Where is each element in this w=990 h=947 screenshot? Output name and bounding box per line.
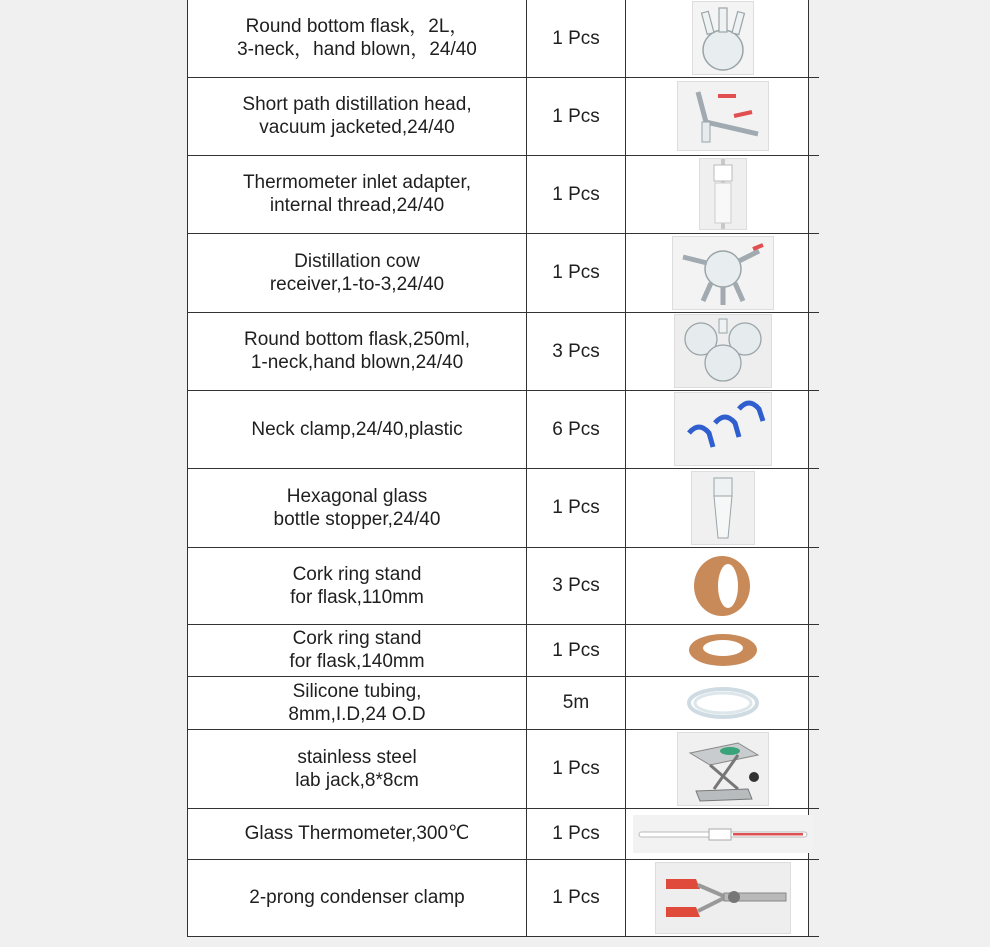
item-name bbox=[188, 859, 527, 936]
item-name-line: Hexagonal glass bbox=[286, 485, 428, 507]
table-row bbox=[188, 676, 819, 729]
item-name-line: bottle stopper,24/40 bbox=[273, 508, 441, 530]
item-name-line: Cork ring stand bbox=[292, 563, 422, 585]
item-name-line: 3-neck，hand blown，24/40 bbox=[237, 39, 477, 61]
item-name bbox=[188, 547, 527, 624]
item-name-line: Thermometer inlet adapter, bbox=[242, 172, 472, 193]
thermometer-icon bbox=[633, 815, 813, 853]
table-row bbox=[188, 77, 819, 155]
item-quantity: 5m bbox=[527, 676, 626, 729]
item-quantity: 1 Pcs bbox=[527, 468, 626, 547]
item-quantity: 1 Pcs bbox=[527, 729, 626, 808]
neck-clamp-icon bbox=[674, 392, 772, 466]
item-quantity: 1 Pcs bbox=[527, 0, 626, 77]
condenser-clamp-icon bbox=[655, 862, 791, 934]
item-name-line: Cork ring stand bbox=[292, 628, 422, 649]
item-quantity: 1 Pcs bbox=[527, 859, 626, 936]
item-name-line: Silicone tubing, bbox=[292, 680, 422, 702]
item-name-line: Glass Thermometer,300℃ bbox=[244, 823, 470, 844]
item-name-line: Round bottom flask,250ml, bbox=[243, 329, 470, 350]
thermometer-adapter-icon bbox=[699, 158, 747, 230]
item-quantity: 3 Pcs bbox=[527, 312, 626, 390]
table-row bbox=[188, 0, 819, 77]
item-name bbox=[188, 0, 527, 77]
item-name-line: lab jack,8*8cm bbox=[295, 769, 419, 791]
item-quantity: 1 Pcs bbox=[527, 233, 626, 312]
parts-list-table-container bbox=[187, 0, 809, 937]
item-name bbox=[188, 155, 527, 233]
item-name-line: 1-neck,hand blown,24/40 bbox=[250, 352, 464, 373]
item-name-line: for flask,140mm bbox=[289, 651, 425, 672]
item-name-line: Neck clamp,24/40,plastic bbox=[251, 418, 463, 440]
item-quantity: 1 Pcs bbox=[527, 808, 626, 859]
table-row bbox=[188, 155, 819, 233]
item-name bbox=[188, 624, 527, 676]
cork-ring-large-icon bbox=[685, 628, 761, 672]
item-name-line: stainless steel bbox=[297, 746, 417, 768]
table-row bbox=[188, 390, 819, 468]
item-name bbox=[188, 729, 527, 808]
item-name bbox=[188, 676, 527, 729]
lab-jack-icon bbox=[677, 732, 769, 806]
item-quantity: 1 Pcs bbox=[527, 77, 626, 155]
item-name bbox=[188, 77, 527, 155]
table-row bbox=[188, 547, 819, 624]
item-quantity: 1 Pcs bbox=[527, 155, 626, 233]
item-name-line: for flask,110mm bbox=[290, 586, 424, 608]
item-name bbox=[188, 808, 527, 859]
item-name-line: Short path distillation head, bbox=[242, 94, 472, 115]
cork-ring-small-icon bbox=[688, 552, 758, 620]
table-row bbox=[188, 729, 819, 808]
table-row bbox=[188, 624, 819, 676]
item-name-line: 2-prong condenser clamp bbox=[249, 887, 465, 908]
item-name bbox=[188, 468, 527, 547]
table-row bbox=[188, 233, 819, 312]
parts-list-table bbox=[188, 0, 819, 937]
three-neck-flask-icon bbox=[692, 1, 754, 75]
silicone-tubing-icon bbox=[683, 681, 763, 725]
small-flasks-icon bbox=[674, 314, 772, 388]
distillation-head-icon bbox=[677, 81, 769, 151]
item-name-line: receiver,1-to-3,24/40 bbox=[269, 273, 445, 295]
item-name bbox=[188, 390, 527, 468]
item-quantity: 6 Pcs bbox=[527, 390, 626, 468]
item-quantity: 1 Pcs bbox=[527, 624, 626, 676]
item-quantity: 3 Pcs bbox=[527, 547, 626, 624]
cow-receiver-icon bbox=[672, 236, 774, 310]
item-name-line: 8mm,I.D,24 O.D bbox=[288, 703, 426, 725]
item-name-line: Distillation cow bbox=[294, 250, 420, 272]
glass-stopper-icon bbox=[691, 471, 755, 545]
table-row bbox=[188, 808, 819, 859]
table-row bbox=[188, 859, 819, 936]
item-name bbox=[188, 233, 527, 312]
item-name-line: Round bottom flask，2L， bbox=[245, 16, 469, 38]
table-row bbox=[188, 468, 819, 547]
item-name-line: vacuum jacketed,24/40 bbox=[259, 117, 455, 138]
item-name bbox=[188, 312, 527, 390]
table-row bbox=[188, 312, 819, 390]
item-name-line: internal thread,24/40 bbox=[269, 195, 445, 216]
